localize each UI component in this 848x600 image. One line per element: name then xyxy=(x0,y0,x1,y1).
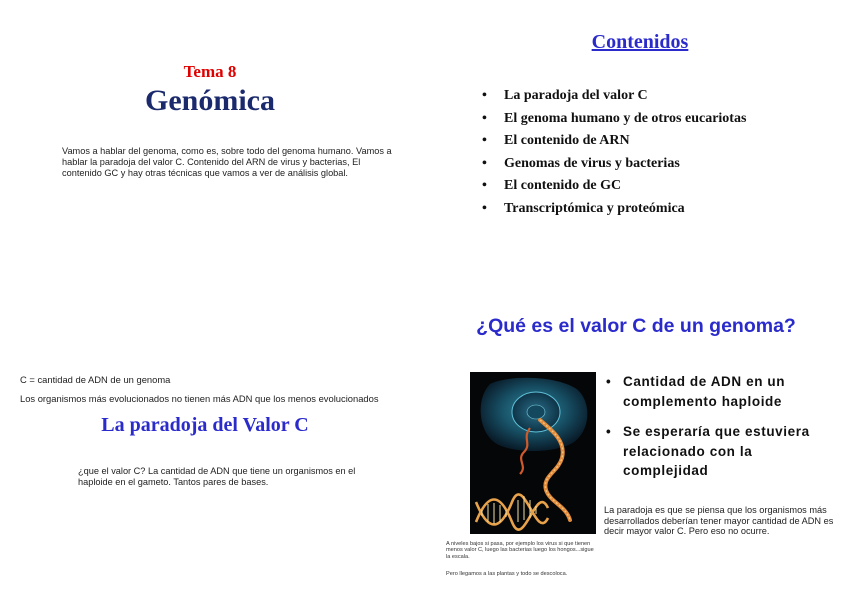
slide4-caption-2: Pero llegamos a las plantas y todo se descoloca. xyxy=(446,571,568,577)
contents-item-label: El contenido de GC xyxy=(504,178,622,194)
slide4-notes: La paradoja es que se piensa que los organismos más desarrollados deberían tener mayor cantidad de ADN es decir mayor valor C. Pero eso no ocurre. xyxy=(604,505,834,537)
contents-item-label: Transcriptómica y proteómica xyxy=(504,200,685,216)
slide1-kicker: Tema 8 xyxy=(183,62,237,81)
bullet-icon: • xyxy=(482,110,487,126)
contents-item xyxy=(482,108,746,131)
contents-item-label: La paradoja del valor C xyxy=(504,88,648,103)
dna-cell-illustration xyxy=(470,372,596,534)
bullet-icon: • xyxy=(482,88,487,103)
valor-c-bullet xyxy=(606,422,836,481)
bullet-icon: • xyxy=(482,200,487,216)
valor-c-bullet-text: Se esperaría que estuviera relacionado con la complejidad xyxy=(623,424,810,478)
bullet-icon: • xyxy=(606,374,612,389)
contents-item-label: El contenido de ARN xyxy=(504,133,630,149)
contents-item xyxy=(482,153,746,176)
bullet-icon: • xyxy=(606,424,612,439)
bullet-icon: • xyxy=(482,133,487,149)
slide3-organisms-note: Los organismos más evolucionados no tienen más ADN que los menos evolucionados xyxy=(20,393,379,404)
valor-c-bullet xyxy=(606,372,836,411)
contents-item-label: Genomas de virus y bacterias xyxy=(504,155,680,171)
slide3-definition: C = cantidad de ADN de un genoma xyxy=(20,374,171,385)
contents-item-label: El genoma humano y de otros eucariotas xyxy=(504,110,747,126)
contents-item xyxy=(482,85,746,108)
valor-c-bullets xyxy=(606,372,836,492)
slide3-notes: ¿que el valor C? La cantidad de ADN que tiene un organismos en el haploide en el gameto. Tantos pares de bases. xyxy=(78,466,356,487)
contents-list xyxy=(482,85,746,221)
valor-c-bullet-text: Cantidad de ADN en un complemento haploide xyxy=(623,374,786,409)
bullet-icon: • xyxy=(482,178,487,194)
slide4-caption: A niveles bajos si pasa, por ejemplo los virus si que tienen menos valor C, luego las bacterias luego los hongos...sigue la escala. xyxy=(446,541,594,560)
dna-cell-icon xyxy=(470,372,596,534)
slide1-title: Genómica xyxy=(145,84,275,117)
slide1-notes: Vamos a hablar del genoma, como es, sobre todo del genoma humano. Vamos a hablar la paradoja del valor C. Contenido del ARN de virus y bacterias, El contenido GC y hay otras técnicas que vamos a ver de análisis global. xyxy=(62,146,392,178)
contents-item xyxy=(482,198,746,221)
contents-item xyxy=(482,130,746,153)
slide4-title: ¿Qué es el valor C de un genoma? xyxy=(476,315,796,337)
bullet-icon: • xyxy=(482,155,487,171)
slide3-title: La paradoja del Valor C xyxy=(101,414,309,436)
contents-item xyxy=(482,175,746,198)
slide2-title: Contenidos xyxy=(591,31,689,53)
